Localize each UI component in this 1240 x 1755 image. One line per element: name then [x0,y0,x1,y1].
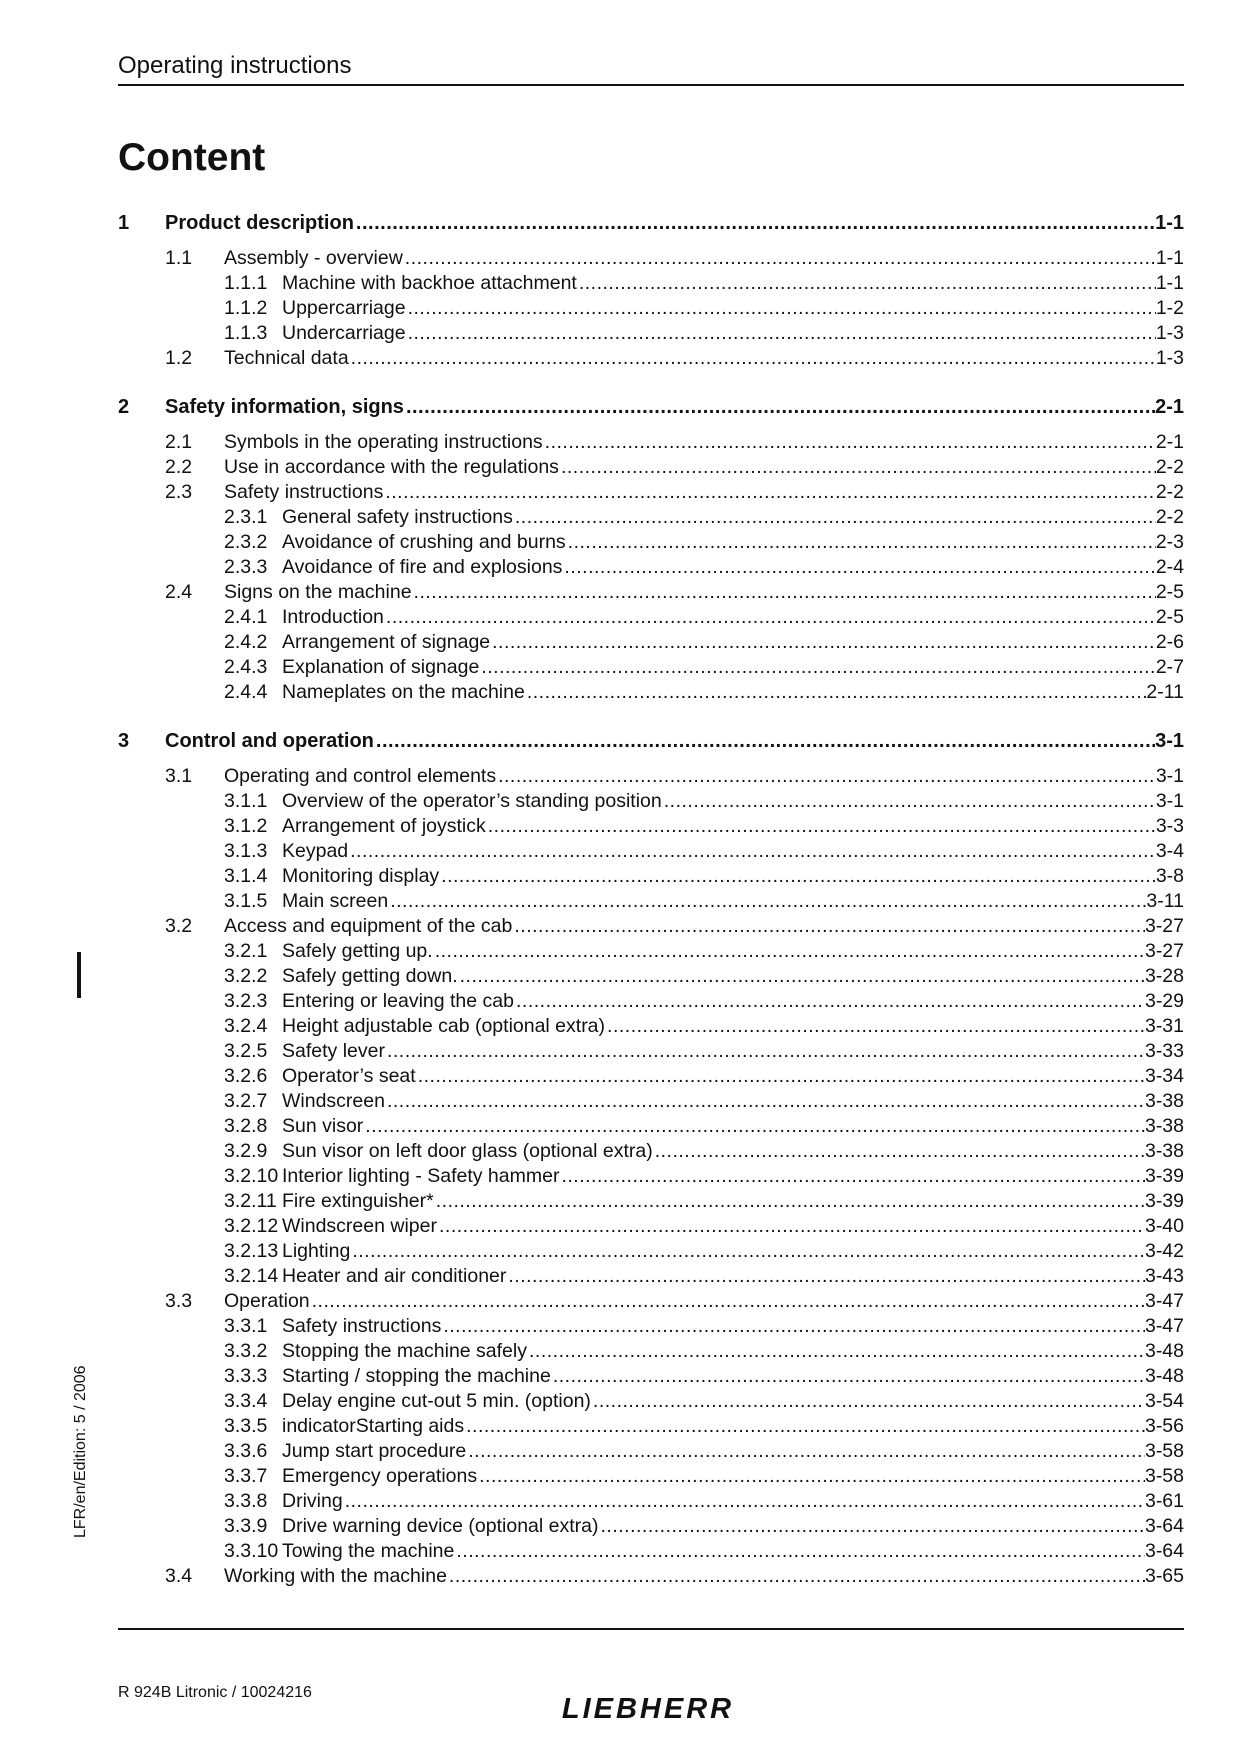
toc-entry-title: Windscreen wiper [282,1215,437,1237]
toc-entry[interactable] [118,1340,1184,1365]
toc-entry-number: 1 [118,212,130,234]
toc-entry-title: Windscreen [282,1090,385,1112]
toc-entry-number: 3.2.11 [224,1190,277,1212]
toc-entry-number: 2.4.3 [224,656,268,678]
edition-side-text: LFR/en/Edition: 5 / 2006 [72,1365,89,1538]
toc-entry-page: 2-1 [1155,396,1184,418]
toc-entry[interactable] [118,1190,1184,1215]
toc-entry-title: Height adjustable cab (optional extra) [282,1015,606,1037]
toc-entry-number: 3 [118,730,130,752]
toc-entry-number: 3.1 [165,765,193,787]
toc-entry-number: 3.3 [165,1290,193,1312]
toc-entry[interactable] [118,531,1184,556]
toc-entry-number: 3.2.1 [224,940,268,962]
toc-entry-number: 3.3.8 [224,1490,268,1512]
toc-dot-leader [354,212,1155,235]
toc-entry-title: Overview of the operator’s standing position [282,790,662,812]
toc-entry-page: 2-11 [1146,681,1184,703]
toc-entry[interactable] [118,681,1184,706]
toc-entry-page: 3-38 [1144,1140,1184,1162]
toc-entry-page: 3-1 [1155,730,1184,752]
toc-entry[interactable] [118,1565,1184,1590]
toc-dot-leader [525,681,1147,704]
toc-dot-leader [662,790,1156,813]
toc-dot-leader [406,297,1156,320]
toc-entry-number: 1.1 [165,247,193,269]
toc-dot-leader [384,606,1156,629]
toc-entry-title: Starting / stopping the machine [282,1365,551,1387]
toc-entry-title: Symbols in the operating instructions [224,431,543,453]
toc-entry[interactable] [118,322,1184,347]
toc-dot-leader [477,1465,1145,1488]
toc-entry-page: 3-48 [1144,1340,1184,1362]
toc-entry-page: 2-2 [1155,506,1184,528]
toc-entry-number: 3.2.10 [224,1165,279,1187]
toc-dot-leader [433,940,1145,963]
toc-entry-page: 3-28 [1144,965,1184,987]
toc-entry-page: 3-1 [1155,790,1184,812]
footer-rule [118,1628,1184,1630]
toc-entry-title: Technical data [224,347,349,369]
toc-entry[interactable] [118,1515,1184,1540]
toc-entry-page: 2-5 [1155,606,1184,628]
toc-dot-leader [653,1140,1145,1163]
toc-entry[interactable] [118,890,1184,915]
toc-entry[interactable] [118,815,1184,840]
toc-dot-leader [559,456,1156,479]
toc-entry[interactable] [118,765,1184,790]
toc-entry-number: 3.3.7 [224,1465,268,1487]
toc-entry[interactable] [118,631,1184,656]
toc-entry[interactable] [118,347,1184,372]
toc-entry-number: 2.3.2 [224,531,268,553]
toc-entry-title: Avoidance of fire and explosions [282,556,563,578]
toc-entry-number: 1.2 [165,347,193,369]
toc-entry[interactable] [118,965,1184,990]
toc-entry[interactable] [118,1440,1184,1465]
toc-entry-title: Operating and control elements [224,765,497,787]
toc-entry[interactable] [118,247,1184,272]
toc-dot-leader [605,1015,1145,1038]
toc-entry-number: 3.3.5 [224,1415,268,1437]
toc-entry-title: Introduction [282,606,384,628]
toc-entry-page: 3-38 [1144,1115,1184,1137]
toc-entry-page: 2-2 [1155,456,1184,478]
toc-dot-leader [403,247,1156,270]
toc-entry[interactable] [118,656,1184,681]
toc-entry-page: 3-54 [1144,1390,1184,1412]
toc-dot-leader [441,1315,1145,1338]
toc-dot-leader [343,1490,1145,1513]
toc-entry[interactable] [118,940,1184,965]
toc-entry-title: Avoidance of crushing and burns [282,531,566,553]
toc-entry[interactable] [118,840,1184,865]
toc-entry[interactable] [118,1540,1184,1565]
toc-entry-page: 3-61 [1144,1490,1184,1512]
toc-entry-number: 3.3.9 [224,1515,268,1537]
toc-entry-title: Product description [165,212,354,234]
toc-dot-leader [363,1115,1145,1138]
toc-dot-leader [486,815,1156,838]
toc-dot-leader [412,581,1156,604]
toc-entry-title: Safety lever [282,1040,385,1062]
toc-entry-page: 3-65 [1144,1565,1184,1587]
toc-entry-title: Emergency operations [282,1465,478,1487]
toc-entry-page: 2-1 [1155,431,1184,453]
toc-dot-leader [490,631,1156,654]
toc-dot-leader [416,1065,1145,1088]
toc-dot-leader [383,481,1155,504]
toc-entry-number: 3.3.4 [224,1390,268,1412]
toc-entry-title: Operation [224,1290,310,1312]
toc-dot-leader [349,347,1156,370]
change-bar [77,952,81,998]
toc-entry-page: 3-58 [1144,1440,1184,1462]
toc-entry-number: 2.4.1 [224,606,268,628]
toc-dot-leader [543,431,1156,454]
toc-entry-number: 3.2 [165,915,193,937]
toc-entry-page: 3-42 [1144,1240,1184,1262]
toc-entry[interactable] [118,396,1184,421]
toc-entry[interactable] [118,1265,1184,1290]
toc-entry-number: 3.1.5 [224,890,268,912]
toc-entry-number: 3.3.1 [224,1315,268,1337]
toc-dot-leader [496,765,1156,788]
toc-entry[interactable] [118,1040,1184,1065]
toc-dot-leader [388,890,1146,913]
toc-entry[interactable] [118,1165,1184,1190]
toc-entry[interactable] [118,1390,1184,1415]
toc-entry-title: Safety instructions [282,1315,442,1337]
toc-dot-leader [310,1290,1145,1313]
toc-dot-leader [566,531,1156,554]
toc-entry-page: 2-5 [1155,581,1184,603]
toc-entry-title: Drive warning device (optional extra) [282,1515,599,1537]
toc-entry-number: 2.3.1 [224,506,268,528]
toc-dot-leader [466,1440,1145,1463]
toc-entry-page: 3-38 [1144,1090,1184,1112]
toc-entry-page: 3-64 [1144,1540,1184,1562]
toc-entry[interactable] [118,1465,1184,1490]
toc-entry-page: 3-64 [1144,1515,1184,1537]
toc-entry[interactable] [118,790,1184,815]
toc-entry-page: 3-47 [1144,1290,1184,1312]
toc-entry-number: 2.1 [165,431,193,453]
toc-entry-title: Keypad [282,840,349,862]
toc-entry-page: 1-1 [1155,212,1184,234]
toc-entry-title: Arrangement of joystick [282,815,486,837]
toc-dot-leader [447,1565,1145,1588]
logo-text: LIEBHERR [561,1693,735,1724]
toc-dot-leader [562,556,1155,579]
toc-entry-title: Arrangement of signage [282,631,491,653]
toc-entry[interactable] [118,1290,1184,1315]
table-of-contents [118,212,1184,1590]
toc-entry-number: 3.2.3 [224,990,268,1012]
toc-entry[interactable] [118,1365,1184,1390]
toc-entry-page: 3-47 [1144,1315,1184,1337]
toc-entry[interactable] [118,990,1184,1015]
toc-entry-page: 2-7 [1155,656,1184,678]
toc-entry[interactable] [118,481,1184,506]
toc-dot-leader [598,1515,1144,1538]
toc-entry[interactable] [118,1215,1184,1240]
toc-entry-title: Driving [282,1490,343,1512]
toc-entry-title: Sun visor on left door glass (optional extra) [282,1140,653,1162]
toc-entry-page: 1-1 [1155,247,1184,269]
toc-entry-title: Safely getting down. [282,965,458,987]
document-code: R 924B Litronic / 10024216 [118,1684,312,1701]
toc-entry[interactable] [118,1065,1184,1090]
toc-entry-title: Explanation of signage [282,656,480,678]
toc-entry-number: 3.2.7 [224,1090,268,1112]
toc-entry-title: Undercarriage [282,322,406,344]
toc-entry-page: 2-4 [1155,556,1184,578]
toc-entry-number: 3.2.8 [224,1115,268,1137]
toc-entry-title: Sun visor [282,1115,364,1137]
toc-dot-leader [512,915,1145,938]
toc-entry-page: 1-1 [1155,272,1184,294]
toc-entry[interactable] [118,915,1184,940]
toc-entry-page: 3-40 [1144,1215,1184,1237]
toc-dot-leader [458,965,1145,988]
toc-entry-page: 3-34 [1144,1065,1184,1087]
toc-entry-number: 3.2.12 [224,1215,279,1237]
toc-entry-number: 2 [118,396,130,418]
toc-entry-page: 3-31 [1144,1015,1184,1037]
toc-entry-title: Machine with backhoe attachment [282,272,577,294]
toc-entry-page: 3-39 [1144,1190,1184,1212]
toc-entry-title: Heater and air conditioner [282,1265,507,1287]
toc-dot-leader [350,1240,1145,1263]
toc-entry-number: 3.3.3 [224,1365,268,1387]
toc-dot-leader [464,1415,1145,1438]
toc-entry[interactable] [118,1015,1184,1040]
toc-dot-leader [527,1340,1145,1363]
toc-entry-title: Stopping the machine safely [282,1340,527,1362]
toc-entry-number: 2.4 [165,581,193,603]
toc-entry-page: 3-56 [1144,1415,1184,1437]
toc-entry[interactable] [118,506,1184,531]
toc-entry[interactable] [118,297,1184,322]
toc-dot-leader [385,1090,1145,1113]
toc-entry-number: 3.2.6 [224,1065,268,1087]
toc-entry-number: 2.4.2 [224,631,268,653]
toc-entry-number: 2.4.4 [224,681,268,703]
toc-entry[interactable] [118,1140,1184,1165]
toc-entry-number: 3.2.4 [224,1015,268,1037]
toc-entry-number: 2.3.3 [224,556,268,578]
toc-entry-title: Access and equipment of the cab [224,915,513,937]
toc-entry-page: 3-11 [1146,890,1184,912]
toc-entry-title: Lighting [282,1240,351,1262]
toc-entry[interactable] [118,1090,1184,1115]
toc-entry-number: 3.2.14 [224,1265,279,1287]
toc-entry-title: Working with the machine [224,1565,447,1587]
toc-entry-title: Signs on the machine [224,581,412,603]
toc-dot-leader [434,1190,1145,1213]
toc-dot-leader [577,272,1156,295]
toc-entry-page: 3-58 [1144,1465,1184,1487]
toc-entry-number: 2.2 [165,456,193,478]
toc-entry[interactable] [118,212,1184,237]
toc-dot-leader [437,1215,1145,1238]
toc-entry[interactable] [118,1240,1184,1265]
toc-entry-number: 3.4 [165,1565,193,1587]
toc-entry-page: 3-3 [1155,815,1184,837]
toc-entry-title: Delay engine cut-out 5 min. (option) [282,1390,591,1412]
toc-entry-number: 3.2.2 [224,965,268,987]
toc-entry-title: Use in accordance with the regulations [224,456,559,478]
toc-entry-page: 3-4 [1155,840,1184,862]
toc-entry-title: Monitoring display [282,865,440,887]
toc-entry-title: Safety instructions [224,481,384,503]
toc-dot-leader [348,840,1156,863]
toc-entry[interactable] [118,431,1184,456]
toc-entry-title: Towing the machine [282,1540,455,1562]
toc-entry[interactable] [118,1490,1184,1515]
toc-entry[interactable] [118,1315,1184,1340]
toc-entry-page: 3-43 [1144,1265,1184,1287]
toc-entry-page: 1-2 [1155,297,1184,319]
toc-entry-number: 3.3.2 [224,1340,268,1362]
toc-entry-title: Fire extinguisher* [282,1190,434,1212]
toc-entry-title: Uppercarriage [282,297,406,319]
toc-entry-number: 1.1.1 [224,272,268,294]
toc-dot-leader [454,1540,1145,1563]
toc-entry[interactable] [118,1415,1184,1440]
toc-dot-leader [406,322,1156,345]
toc-entry-number: 3.1.1 [224,790,268,812]
header-rule [118,84,1184,86]
toc-entry[interactable] [118,730,1184,755]
toc-dot-leader [514,990,1145,1013]
page-title: Content [118,136,266,179]
toc-entry-page: 3-1 [1155,765,1184,787]
toc-entry-page: 2-2 [1155,481,1184,503]
toc-dot-leader [385,1040,1145,1063]
toc-entry-title: Nameplates on the machine [282,681,525,703]
toc-entry-number: 3.2.9 [224,1140,268,1162]
toc-dot-leader [559,1165,1145,1188]
toc-entry-page: 2-6 [1155,631,1184,653]
toc-entry-number: 3.3.6 [224,1440,268,1462]
toc-dot-leader [513,506,1156,529]
toc-entry-number: 3.1.3 [224,840,268,862]
running-header: Operating instructions [118,52,352,79]
toc-entry[interactable] [118,1115,1184,1140]
toc-dot-leader [506,1265,1145,1288]
toc-entry-page: 3-27 [1144,940,1184,962]
toc-dot-leader [439,865,1156,888]
toc-entry[interactable] [118,272,1184,297]
toc-entry-page: 3-29 [1144,990,1184,1012]
toc-entry[interactable] [118,865,1184,890]
toc-entry-title: General safety instructions [282,506,513,528]
toc-dot-leader [374,730,1155,753]
toc-entry-title: Jump start procedure [282,1440,467,1462]
toc-dot-leader [551,1365,1145,1388]
toc-entry-title: Entering or leaving the cab [282,990,514,1012]
toc-entry-title: Assembly - overview [224,247,403,269]
toc-entry[interactable] [118,581,1184,606]
toc-entry-title: indicatorStarting aids [282,1415,465,1437]
toc-entry-title: Operator’s seat [282,1065,416,1087]
toc-entry[interactable] [118,556,1184,581]
toc-entry-number: 3.2.5 [224,1040,268,1062]
toc-entry-title: Interior lighting - Safety hammer [282,1165,560,1187]
toc-entry[interactable] [118,606,1184,631]
toc-entry-number: 3.1.4 [224,865,268,887]
toc-entry-title: Control and operation [165,730,374,752]
toc-entry-page: 3-39 [1144,1165,1184,1187]
toc-dot-leader [591,1390,1145,1413]
toc-entry-title: Safety information, signs [165,396,404,418]
toc-entry-page: 2-3 [1155,531,1184,553]
toc-entry-page: 1-3 [1155,347,1184,369]
toc-entry-number: 1.1.3 [224,322,268,344]
toc-dot-leader [404,396,1155,419]
toc-entry-page: 3-33 [1144,1040,1184,1062]
toc-entry-page: 3-8 [1155,865,1184,887]
toc-entry-title: Main screen [282,890,389,912]
toc-entry-page: 3-27 [1144,915,1184,937]
toc-entry-number: 3.2.13 [224,1240,279,1262]
toc-entry-page: 3-48 [1144,1365,1184,1387]
toc-entry-number: 3.3.10 [224,1540,279,1562]
toc-entry-title: Safely getting up. [282,940,433,962]
toc-entry[interactable] [118,456,1184,481]
toc-entry-number: 2.3 [165,481,193,503]
toc-entry-page: 1-3 [1155,322,1184,344]
liebherr-logo [553,1692,743,1724]
toc-entry-number: 1.1.2 [224,297,268,319]
toc-entry-number: 3.1.2 [224,815,268,837]
toc-dot-leader [479,656,1155,679]
